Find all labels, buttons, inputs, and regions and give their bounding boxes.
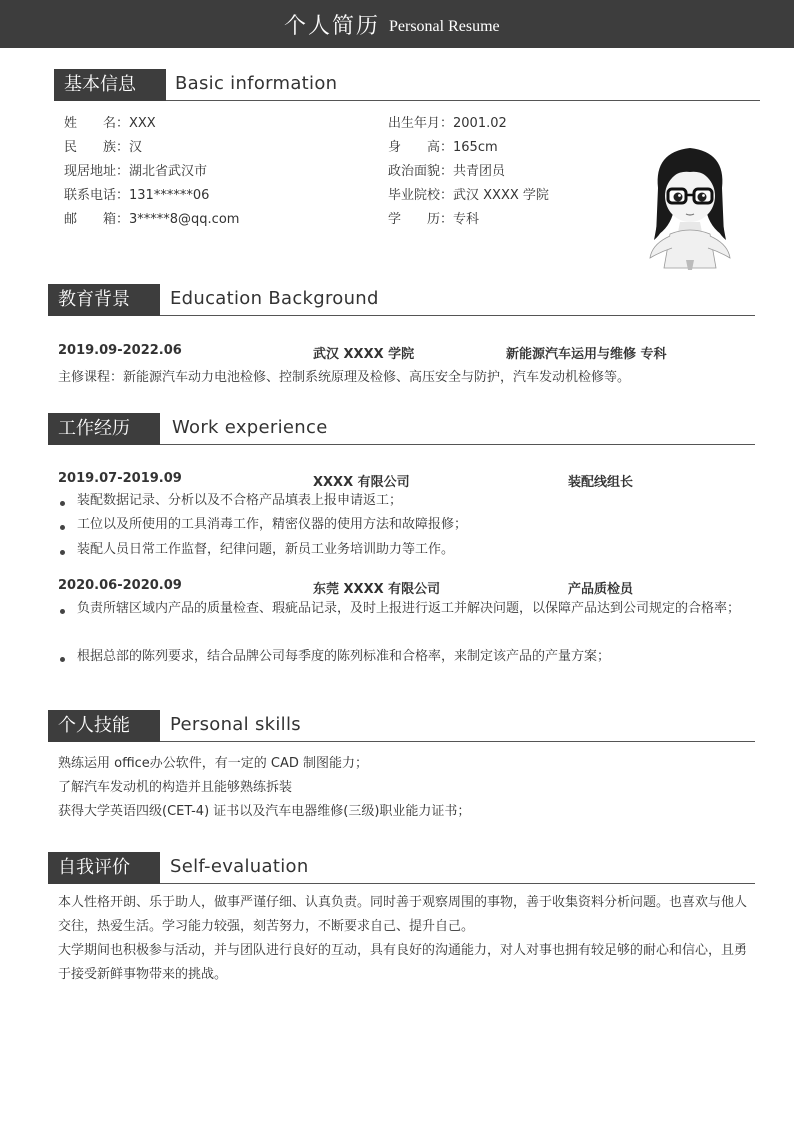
evaluation-paragraph: 本人性格开朗、乐于助人，做事严谨仔细、认真负责。同时善于观察周围的事物，善于收集资料分析问题。也喜欢与他人交往，热爱生活。学习能力较强，刻苦努力，不断要求自己、提升自己。 bbox=[58, 895, 748, 934]
info-political: 政治面貌：共青团员 bbox=[388, 164, 506, 179]
edu-period: 2019.09-2022.06 bbox=[58, 343, 182, 358]
edu-school: 武汉 XXXX 学院 bbox=[313, 347, 415, 362]
section-label: 自我评价 bbox=[48, 852, 160, 884]
job-period: 2020.06-2020.09 bbox=[58, 578, 182, 593]
evaluation-paragraph: 大学期间也积极参与活动，并与团队进行良好的互动，具有良好的沟通能力，对人对事也拥有较足够的耐心和信心，且勇于接受新鲜事物带来的挑战。 bbox=[58, 943, 748, 982]
job-duty: 工位以及所使用的工具消毒工作，精密仪器的使用方法和故障报修； bbox=[58, 513, 748, 537]
section-education bbox=[48, 282, 755, 316]
info-ethnicity: 民 族：汉 bbox=[64, 140, 143, 155]
section-label: 基本信息 bbox=[54, 69, 166, 101]
job-duty: 根据总部的陈列要求，结合品牌公司每季度的陈列标准和合格率，来制定该产品的产量方案； bbox=[58, 645, 748, 669]
info-address: 现居地址：湖北省武汉市 bbox=[64, 164, 208, 179]
section-label: 个人技能 bbox=[48, 710, 160, 742]
job-duty: 负责所辖区域内产品的质量检查、瑕疵品记录，及时上报进行返工并解决问题，以保障产品达到公司规定的合格率； bbox=[58, 597, 748, 621]
info-height: 身 高：165cm bbox=[388, 140, 498, 155]
info-email: 邮 箱：3*****8@qq.com bbox=[64, 212, 240, 227]
info-degree: 学 历：专科 bbox=[388, 212, 480, 227]
job-position: 产品质检员 bbox=[568, 582, 634, 597]
section-label: 教育背景 bbox=[48, 284, 160, 316]
resume-title: 个人简历 bbox=[284, 14, 381, 39]
skill-item: 了解汽车发动机的构造并且能够熟练拆装 bbox=[58, 780, 293, 795]
edu-major: 新能源汽车运用与维修 专科 bbox=[506, 347, 667, 362]
section-label-en: Education Background bbox=[170, 288, 379, 309]
job-position: 装配线组长 bbox=[568, 475, 634, 490]
job-company: XXXX 有限公司 bbox=[313, 475, 410, 490]
info-phone: 联系电话：131******06 bbox=[64, 188, 210, 203]
job-period: 2019.07-2019.09 bbox=[58, 471, 182, 486]
section-label-en: Work experience bbox=[172, 417, 328, 438]
section-label: 工作经历 bbox=[48, 413, 160, 445]
section-evaluation bbox=[48, 850, 755, 884]
job-duty: 装配人员日常工作监督，纪律问题，新员工业务培训助力等工作。 bbox=[58, 538, 748, 562]
section-label-en: Basic information bbox=[175, 73, 338, 94]
edu-courses: 主修课程：新能源汽车动力电池检修、控制系统原理及检修、高压安全与防护，汽车发动机检修等。 bbox=[58, 370, 631, 385]
job-company: 东莞 XXXX 有限公司 bbox=[313, 582, 441, 597]
info-school: 毕业院校：武汉 XXXX 学院 bbox=[388, 188, 549, 203]
info-birth: 出生年月：2001.02 bbox=[388, 116, 507, 131]
avatar bbox=[640, 140, 740, 274]
section-work bbox=[48, 411, 755, 445]
job-duty: 装配数据记录、分析以及不合格产品填表上报申请返工； bbox=[58, 489, 748, 513]
section-skills bbox=[48, 708, 755, 742]
section-label-en: Personal skills bbox=[170, 714, 301, 735]
skill-item: 获得大学英语四级(CET-4) 证书以及汽车电器维修(三级)职业能力证书； bbox=[58, 804, 471, 819]
skill-item: 熟练运用 office办公软件，有一定的 CAD 制图能力； bbox=[58, 756, 369, 771]
resume-title-en: Personal Resume bbox=[389, 18, 500, 35]
section-basic-info bbox=[54, 67, 760, 101]
top-banner bbox=[0, 0, 794, 48]
section-label-en: Self-evaluation bbox=[170, 856, 309, 877]
info-name: 姓 名：XXX bbox=[64, 116, 156, 131]
